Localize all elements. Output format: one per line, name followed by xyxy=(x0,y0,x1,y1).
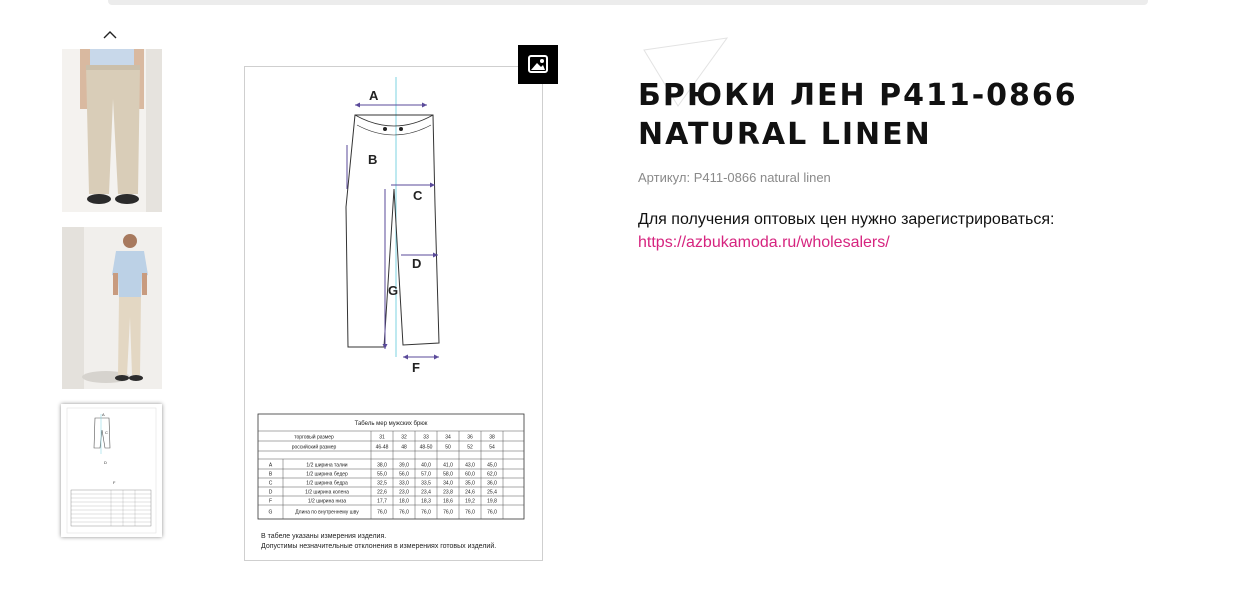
table-cell: 23,4 xyxy=(421,489,431,496)
wholesale-link[interactable]: https://azbukamoda.ru/wholesalers/ xyxy=(638,234,890,251)
svg-text:F: F xyxy=(113,480,116,485)
table-cell: 22,6 xyxy=(377,489,387,496)
row-name: 1/2 ширина колена xyxy=(305,489,349,496)
table-cell: 76,0 xyxy=(465,509,475,516)
table-cell: 57,0 xyxy=(421,471,431,478)
row-name: 1/2 ширина талии xyxy=(306,462,348,469)
table-cell: 18,3 xyxy=(421,498,431,505)
table-cell: 58,0 xyxy=(443,471,453,478)
row-name: 1/2 ширина бедер xyxy=(306,471,348,478)
sku-label: Артикул: xyxy=(638,170,691,185)
table-cell: 50 xyxy=(445,444,451,451)
row-code: G xyxy=(268,509,273,516)
table-cell: 24,6 xyxy=(465,489,475,496)
header-row-label: торговый размер xyxy=(294,434,334,441)
size-chart-image xyxy=(61,404,162,537)
table-cell: 76,0 xyxy=(487,509,497,516)
svg-text:A: A xyxy=(102,412,105,417)
row-name: 1/2 ширина бедра xyxy=(306,480,348,487)
thumbnail-trousers-front[interactable] xyxy=(62,49,162,212)
chevron-up-icon xyxy=(100,26,120,42)
table-cell: 19,2 xyxy=(465,498,475,505)
product-title xyxy=(638,76,1198,154)
zoom-image-button[interactable] xyxy=(518,45,558,84)
table-cell: 33,5 xyxy=(421,480,431,487)
table-cell: 38 xyxy=(489,434,495,441)
diagram-label-b: B xyxy=(368,152,378,167)
table-cell: 46-48 xyxy=(375,444,389,451)
table-cell: 19,8 xyxy=(487,498,497,505)
diagram-label-c: C xyxy=(413,188,423,203)
wholesale-info xyxy=(638,208,1054,254)
sku-value: P411-0866 natural linen xyxy=(693,170,831,185)
table-cell: 76,0 xyxy=(377,509,387,516)
table-cell: 36,0 xyxy=(487,480,497,487)
table-cell: 33,0 xyxy=(399,480,409,487)
table-cell: 35,0 xyxy=(465,480,475,487)
diagram-label-f: F xyxy=(412,360,420,375)
row-code: D xyxy=(268,489,273,496)
table-cell: 40,0 xyxy=(421,462,431,469)
svg-text:D: D xyxy=(104,460,107,465)
table-cell: 36 xyxy=(467,434,473,441)
row-code: A xyxy=(268,462,273,469)
table-cell: 32,5 xyxy=(377,480,387,487)
table-cell: 18,6 xyxy=(443,498,453,505)
table-cell: 18,0 xyxy=(399,498,409,505)
table-cell: 33 xyxy=(423,434,429,441)
table-cell: 34 xyxy=(445,434,451,441)
table-cell: 39,0 xyxy=(399,462,409,469)
wholesale-text: Для получения оптовых цен нужно зарегистрироваться: xyxy=(638,211,1055,228)
model-full-length-photo xyxy=(62,227,162,389)
table-cell: 55,0 xyxy=(377,471,387,478)
thumbnail-size-chart[interactable] xyxy=(61,404,162,537)
table-cell: 54 xyxy=(489,444,495,451)
row-name: 1/2 ширина низа xyxy=(307,498,347,505)
table-cell: 38,0 xyxy=(377,462,387,469)
svg-text:C: C xyxy=(105,430,108,435)
diagram-label-d: D xyxy=(412,256,422,271)
table-cell: 52 xyxy=(467,444,473,451)
row-code: B xyxy=(268,471,273,478)
row-name: Длина по внутреннему шву xyxy=(295,509,359,516)
main-product-image[interactable] xyxy=(244,66,543,561)
diagram-label-a: A xyxy=(369,88,379,103)
table-cell: 32 xyxy=(401,434,407,441)
table-cell: 76,0 xyxy=(443,509,453,516)
header-row-label: российский размер xyxy=(291,444,337,451)
table-cell: 23,0 xyxy=(399,489,409,496)
thumbnails-scroll-up-button[interactable] xyxy=(100,26,120,42)
table-cell: 76,0 xyxy=(421,509,431,516)
table-cell: 60,0 xyxy=(465,471,475,478)
row-code: F xyxy=(268,498,273,505)
row-code: C xyxy=(268,480,273,487)
table-cell: 43,0 xyxy=(465,462,475,469)
top-divider-bar xyxy=(108,0,1148,5)
table-cell: 25,4 xyxy=(487,489,497,496)
table-cell: 45,0 xyxy=(487,462,497,469)
table-cell: 31 xyxy=(379,434,385,441)
table-cell: 34,0 xyxy=(443,480,453,487)
table-cell: 23,8 xyxy=(443,489,453,496)
product-title-line-1: БРЮКИ ЛЕН P411-0866 xyxy=(638,78,1078,113)
size-table-title: Табель мер мужских брюк xyxy=(354,421,428,427)
product-sku xyxy=(638,170,831,185)
table-cell: 56,0 xyxy=(399,471,409,478)
image-icon xyxy=(518,45,558,84)
table-cell: 48 xyxy=(401,444,407,451)
size-chart-note-2: Допустимы незначительные отклонения в измерениях готовых изделий. xyxy=(261,543,497,550)
table-cell: 48-50 xyxy=(419,444,433,451)
size-table xyxy=(258,414,524,519)
table-cell: 17,7 xyxy=(377,498,387,505)
table-cell: 62,0 xyxy=(487,471,497,478)
table-cell: 76,0 xyxy=(399,509,409,516)
thumbnail-model-full-length[interactable] xyxy=(62,227,162,389)
size-chart-diagram xyxy=(245,67,542,560)
diagram-label-g: G xyxy=(388,283,399,298)
table-cell: 41,0 xyxy=(443,462,453,469)
trousers-front-photo xyxy=(62,49,162,212)
product-title-line-2: NATURAL LINEN xyxy=(638,117,932,152)
size-chart-note-1: В табеле указаны измерения изделия. xyxy=(261,533,387,540)
